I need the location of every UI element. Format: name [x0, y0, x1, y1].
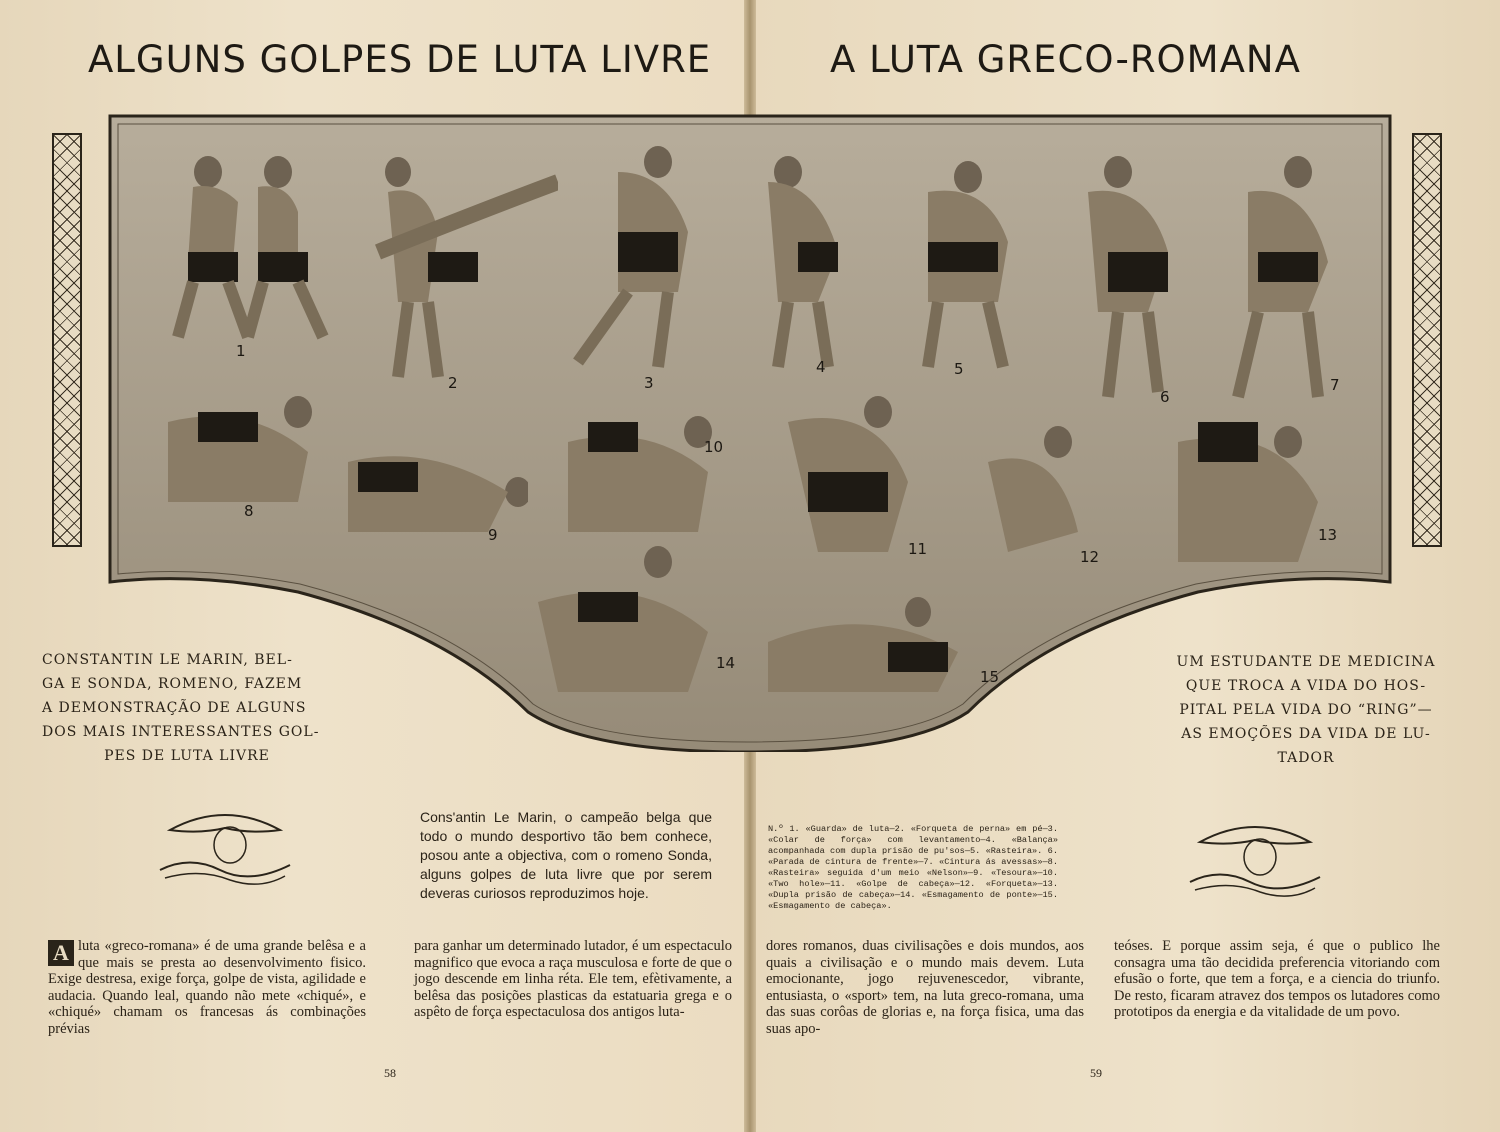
photo-number-11: 11 — [908, 540, 928, 558]
body-column-4: teóses. E porque assim seja, é que o publico lhe consagra uma tão decidida preferencia vitoriando com efusão o forte, que tem a força, e a ciencia do triunfo. De resto, ficaram atravez dos tempos os lutadores como prototipos da energia e da vitalidade de um povo. — [1114, 938, 1440, 1020]
left-subtitle-line: GA E SONDA, ROMENO, FAZEM — [42, 676, 303, 692]
wrestlers-figure-10 — [548, 402, 738, 542]
right-headline: A LUTA GRECO-ROMANA — [830, 38, 1301, 81]
body-column-1-text: luta «greco-romana» é de uma grande belêsa e a que mais se presta ao desenvolvimento fisico. Exige destresa, exige força, golpe de vista, agilidade e audacia. Quando leal, quando não mete «chiqué», e «chiqué» chamam os francesas ás combinações prévias — [48, 938, 366, 1037]
right-subtitle-line: PITAL PELA VIDA DO “RING”— — [1179, 702, 1433, 718]
right-subtitle-line: AS EMOÇÕES DA VIDA DE LU- — [1181, 726, 1431, 742]
lady-hat-vignette-left — [150, 800, 300, 890]
photo-number-6: 6 — [1160, 388, 1170, 406]
left-headline: ALGUNS GOLPES DE LUTA LIVRE — [88, 38, 712, 81]
body-column-1 — [48, 938, 366, 1037]
photo-number-5: 5 — [954, 360, 964, 378]
photo-number-7: 7 — [1330, 376, 1340, 394]
photo-number-10: 10 — [704, 438, 724, 456]
left-subtitle-line: CONSTANTIN LE MARIN, BEL- — [42, 652, 293, 668]
page-number-left: 58 — [384, 1066, 396, 1080]
left-subtitle-line: PES DE LUTA LIVRE — [104, 748, 270, 764]
wrestlers-figure-4-5 — [758, 142, 1018, 372]
lady-hat-vignette-right — [1180, 812, 1330, 902]
left-subtitle-line: A DEMONSTRAÇÃO DE ALGUNS — [42, 700, 307, 716]
right-subtitle — [1160, 650, 1452, 770]
body-column-2: para ganhar um determinado lutador, é um espectaculo magnifico que evoca a raça musculosa e forte de que o jogo descende em linha réta. Ele tem, efètivamente, a belêsa das posições plasticas da estatuaria grega e o aspêto de força espectaculosa dos antigos luta- — [414, 938, 732, 1020]
photo-number-4: 4 — [816, 358, 826, 376]
photo-number-14: 14 — [716, 654, 736, 672]
photo-number-3: 3 — [644, 374, 654, 392]
wrestlers-figure-3 — [538, 132, 738, 372]
body-column-3: dores romanos, duas civilisações e dois mundos, aos quais a civilisação e o mundo mais devem. Luta emocionante, jogo rejuvenescedor, vibrante, entusiasta, o «sport» tem, na luta greco-romana, uma das suas corôas de glorias e, na força fisica, uma das suas apo- — [766, 938, 1084, 1037]
photo-number-13: 13 — [1318, 526, 1338, 544]
left-subtitle-line: DOS MAIS INTERESSANTES GOL- — [42, 724, 320, 740]
page-number-right: 59 — [1090, 1066, 1102, 1080]
drop-cap: A — [48, 940, 74, 966]
photo-number-15: 15 — [980, 668, 1000, 686]
photo-number-1: 1 — [236, 342, 246, 360]
right-subtitle-line: QUE TROCA A VIDA DO HOS- — [1185, 678, 1427, 694]
wrestlers-figure-8-9 — [128, 392, 528, 542]
wrestlers-figure-6-7 — [1068, 142, 1348, 402]
photo-number-9: 9 — [488, 526, 498, 544]
left-subtitle — [42, 648, 332, 768]
wrestlers-figure-1 — [148, 142, 348, 342]
wrestlers-figure-14-15 — [518, 542, 978, 702]
left-ornament-border — [52, 133, 82, 547]
photo-captions: N.º 1. «Guarda» de luta—2. «Forqueta de perna» em pé—3. «Colar de força» com levantamento—4. «Balança» acompanhada com dupla prisão de pu'sos—5. «Rasteira». 6. «Parada de cintura de frente»—7. «Cintura ás avessas»—8. «Rasteira» seguida d'um meio «Nelson»—9. «Tesoura»—10. «Two hole»—11. «Golpe de cabeça»—12. «Forqueta»—13. «Dupla prisão de cabeça»—14. «Esmagamento de ponte»—15. «Esmagamento de cabeça». — [768, 824, 1058, 911]
right-subtitle-line: UM ESTUDANTE DE MEDICINA — [1176, 654, 1436, 670]
wrestlers-figure-2 — [358, 152, 558, 382]
photo-number-12: 12 — [1080, 548, 1100, 566]
right-ornament-border — [1412, 133, 1442, 547]
right-subtitle-line: TADOR — [1277, 750, 1335, 766]
photo-number-8: 8 — [244, 502, 254, 520]
intro-paragraph: Cons'antin Le Marin, o campeão belga que todo o mundo desportivo tão bem conhece, posou ante a objectiva, com o romeno Sonda, alguns golpes de luta livre que por serem deveras curiosos reproduzimos hoje. — [420, 809, 712, 901]
photo-number-2: 2 — [448, 374, 458, 392]
